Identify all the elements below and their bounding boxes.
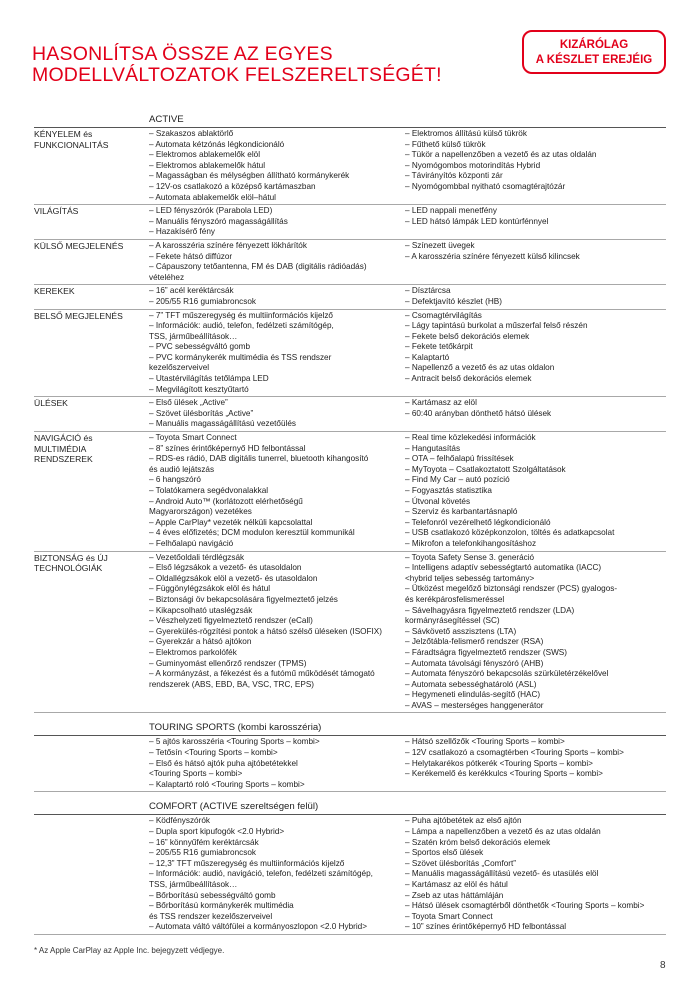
feature-item: – Információk: audió, telefon, fedélzeti számítógép, <box>149 321 334 331</box>
feature-item: – Vészhelyzeti figyelmeztető rendszer (eCall) <box>149 616 313 626</box>
feature-item: – Toyota Smart Connect <box>149 433 237 443</box>
feature-item: – USB csatlakozó középkonzolon, töltés és adatkapcsolat <box>405 528 615 538</box>
feature-item: – PVC kormánykerék multimédia és TSS rendszer <box>149 352 332 362</box>
feature-item: – Hátsó szellőzők <Touring Sports – kombi> <box>405 737 565 747</box>
feature-item: – Sávkövető asszisztens (LTA) <box>405 626 517 636</box>
feature-item: – Automata kétzónás légkondicionáló <box>149 139 285 149</box>
feature-item: – Lámpa a napellenzőben a vezető és az utas oldalán <box>405 827 601 837</box>
feature-item: – Távirányítós központi zár <box>405 171 503 181</box>
feature-item: – Hazakísérő fény <box>149 227 215 237</box>
feature-item: – OTA – felhőalapú frissítések <box>405 454 514 464</box>
feature-item: – Sportos első ülések <box>405 848 484 858</box>
feature-item: – Elektromos ablakemelők hátul <box>149 160 266 170</box>
feature-col-2 <box>405 206 672 238</box>
category-line: VILÁGÍTÁS <box>34 206 79 217</box>
section-header-active: ACTIVE <box>34 113 666 128</box>
feature-item: – Fogyasztás statisztika <box>405 486 492 495</box>
feature-item: – Zseb az utas háttámláján <box>405 890 504 900</box>
feature-item: – Jelzőtábla-felismerő rendszer (RSA) <box>405 637 544 647</box>
feature-item: – Bőrborítású kormánykerék multimédia <box>149 901 294 911</box>
feature-item: – Dupla sport kipufogók <2.0 Hybrid> <box>149 827 285 837</box>
feature-item: – Sávelhagyásra figyelmeztető rendszer (LDA) <box>405 605 575 615</box>
feature-item: – Fáradtságra figyelmeztető rendszer (SWS) <box>405 647 567 657</box>
page-title <box>32 44 442 86</box>
feature-item: kormányrásegítéssel (SC) <box>405 616 500 626</box>
feature-item: – Lágy tapintású burkolat a műszerfal felső részén <box>405 321 588 331</box>
feature-item: – Kartámasz az elöl <box>405 398 477 408</box>
feature-item: és TSS rendszer kezelőszerveivel <box>149 911 273 921</box>
category-label <box>34 553 149 712</box>
feature-col-1 <box>149 311 405 396</box>
feature-item: – RDS-es rádió, DAB digitális tunerrel, bluetooth kihangosító <box>149 454 369 464</box>
feature-item: – Manuális magasságállítású vezetőülés <box>149 419 297 429</box>
feature-item: – Toyota Smart Connect <box>405 911 493 921</box>
comfort-col-1 <box>149 816 405 933</box>
feature-col-2 <box>405 311 672 396</box>
feature-item: – LED fényszórók (Parabola LED) <box>149 206 273 216</box>
feature-item: – Első és hátsó ajtók puha ajtóbetétekkel <box>149 758 298 768</box>
feature-item: és audió lejátszás <box>149 464 215 474</box>
feature-item: – Biztonsági öv bekapcsolására figyelmeztető jelzés <box>149 594 338 604</box>
category-line: ÜLÉSEK <box>34 398 68 409</box>
category-line: RENDSZEREK <box>34 454 93 465</box>
feature-row <box>34 285 666 309</box>
feature-item: – Nyomógombos motorindítás Hybrid <box>405 160 541 170</box>
feature-item: – 60:40 arányban dönthető hátsó ülések <box>405 408 552 418</box>
equipment-table <box>34 113 666 935</box>
feature-item: – Vezetőoldali térdlégzsák <box>149 552 245 562</box>
page-number: 8 <box>660 960 666 971</box>
feature-col-1 <box>149 433 405 550</box>
feature-item: – Automata sebességhatároló (ASL) <box>405 679 537 689</box>
category-label <box>34 129 149 203</box>
feature-item: TSS, járműbeállítások… <box>149 880 238 889</box>
feature-item: – Csomagtérvilágítás <box>405 310 482 320</box>
feature-item: – 8” színes érintőképernyő HD felbontással <box>149 443 306 453</box>
feature-item: <hybrid teljes sebesség tartomány> <box>405 573 535 583</box>
feature-item: kezelőszerveivel <box>149 363 210 373</box>
feature-item: TSS, járműbeállítások… <box>149 331 238 341</box>
feature-item: – Gyerekzár a hátsó ajtókon <box>149 637 252 647</box>
feature-item: – Ütközést megelőző biztonsági rendszer (PCS) gyalogos- <box>405 584 618 594</box>
feature-item: – Helytakarékos pótkerék <Touring Sports – kombi> <box>405 758 593 768</box>
feature-item: – Utastérvilágítás tetőlámpa LED <box>149 374 269 384</box>
feature-item: Magyarországon) vezetékes <box>149 507 252 517</box>
feature-item: – Útvonal követés <box>405 496 471 506</box>
feature-item: – Szakaszos ablaktörlő <box>149 129 234 138</box>
feature-item: – 12V csatlakozó a csomagtérben <Touring Sports – kombi> <box>405 748 624 758</box>
category-line: BIZTONSÁG és ÚJ <box>34 552 108 563</box>
feature-item: – Intelligens adaptív sebességtartó automatika (IACC) <box>405 563 602 573</box>
feature-item: – Cápauszony tetőantenna, FM és DAB (digitális rádióadás) <box>149 262 367 272</box>
feature-col-2 <box>405 398 672 430</box>
feature-item: – A karosszéria színére fényezett lökhárítók <box>149 240 307 250</box>
touring-col-2 <box>405 737 672 790</box>
feature-item: – LED nappali menetfény <box>405 206 497 216</box>
feature-item: – Első légzsákok a vezető- és utasoldalon <box>149 563 302 573</box>
feature-item: – Kalaptartó roló <Touring Sports – kombi> <box>149 779 305 789</box>
feature-col-2 <box>405 241 672 283</box>
feature-col-1 <box>149 241 405 283</box>
feature-item: – PVC sebességváltó gomb <box>149 342 251 352</box>
badge-line-1: KIZÁRÓLAG <box>559 39 629 51</box>
feature-item: és kerékpárosfelismeréssel <box>405 594 505 604</box>
feature-item: – 6 hangszóró <box>149 475 201 485</box>
feature-item: – Nyomógombbal nyitható csomagtérajtózár <box>405 181 566 191</box>
feature-item: – Hátsó ülések csomagtérből dönthetők <Touring Sports – kombi> <box>405 901 645 911</box>
feature-item: – Színezett üvegek <box>405 240 475 250</box>
feature-col-2 <box>405 433 672 550</box>
feature-row <box>34 240 666 285</box>
section-header-comfort: COMFORT (ACTIVE szereltségen felül) <box>34 800 666 815</box>
feature-item: – Automata váltó váltófülei a kormányoszlopon <2.0 Hybrid> <box>149 922 368 932</box>
feature-item: – Antracit belső dekorációs elemek <box>405 374 532 384</box>
category-line: BELSŐ MEGJELENÉS <box>34 310 123 321</box>
feature-item: – Információk: audió, navigáció, telefon, fedélzeti számítógép, <box>149 869 373 879</box>
feature-row <box>34 310 666 398</box>
feature-item: – Kalaptartó <box>405 352 450 362</box>
feature-item: – Fekete tetőkárpit <box>405 342 473 352</box>
feature-item: – Real time közlekedési információk <box>405 433 536 443</box>
category-label <box>34 241 149 283</box>
feature-item: – Fűthető külső tükrök <box>405 139 486 149</box>
feature-item: – Defektjavító készlet (HB) <box>405 296 502 306</box>
section-header-touring: TOURING SPORTS (kombi karosszéria) <box>34 721 666 736</box>
feature-item: – Elektromos állítású külső tükrök <box>405 129 527 138</box>
badge-line-2: A KÉSZLET EREJÉIG <box>535 54 653 66</box>
feature-item: – 16” acél keréktárcsák <box>149 286 234 296</box>
feature-col-1 <box>149 206 405 238</box>
feature-item: – Napellenző a vezető és az utas oldalon <box>405 363 555 373</box>
feature-item: – 12V-os csatlakozó a középső kartámaszban <box>149 181 316 191</box>
feature-item: <Touring Sports – kombi> <box>149 769 243 779</box>
feature-row <box>34 128 666 205</box>
feature-item: – Kartámasz az elöl és hátul <box>405 880 508 889</box>
feature-item: – Fekete belső dekorációs elemek <box>405 331 530 341</box>
feature-item: – 10” színes érintőképernyő HD felbontással <box>405 922 567 932</box>
feature-item: – Kerékemelő és kerékkulcs <Touring Sports – kombi> <box>405 769 603 779</box>
feature-item: – Automata fényszóró bekapcsolás szürkületérzékelővel <box>405 669 609 679</box>
feature-item: – Hangutasítás <box>405 443 461 453</box>
feature-item: vételéhez <box>149 272 185 282</box>
category-line: TECHNOLÓGIÁK <box>34 563 103 574</box>
feature-item: – Tetősín <Touring Sports – kombi> <box>149 748 278 758</box>
feature-item: – Android Auto™ (korlátozott elérhetőségű <box>149 496 303 506</box>
feature-item: – Apple CarPlay* vezeték nélküli kapcsolattal <box>149 517 313 527</box>
feature-item: – Manuális fényszóró magasságállítás <box>149 216 288 226</box>
feature-item: – LED hátsó lámpák LED kontúrfénnyel <box>405 216 549 226</box>
feature-item: – 7” TFT műszeregység és multiinformációs kijelző <box>149 310 333 320</box>
feature-col-2 <box>405 129 672 203</box>
feature-col-2 <box>405 553 672 712</box>
feature-item: – Gyerekülés-rögzítési pontok a hátsó szélső üléseken (ISOFIX) <box>149 626 382 636</box>
category-label <box>34 286 149 307</box>
category-line: MULTIMÉDIA <box>34 443 87 454</box>
feature-item: – Hegymeneti elindulás-segítő (HAC) <box>405 690 541 700</box>
feature-col-1 <box>149 286 405 307</box>
feature-item: rendszerek (ABS, EBD, BA, VSC, TRC, EPS) <box>149 679 315 689</box>
touring-row <box>34 736 666 792</box>
category-label <box>34 206 149 238</box>
feature-item: – 205/55 R16 gumiabroncsok <box>149 296 256 306</box>
feature-item: – Fekete hátsó diffúzor <box>149 251 233 261</box>
category-line: NAVIGÁCIÓ és <box>34 433 93 444</box>
feature-item: – Szerviz és karbantartásnapló <box>405 507 518 517</box>
feature-item: – Dísztárcsa <box>405 286 451 296</box>
feature-item: – Tükör a napellenzőben a vezető és az utas oldalán <box>405 150 597 160</box>
feature-item: – Felhőalapú navigáció <box>149 538 234 548</box>
category-line: KÜLSŐ MEGJELENÉS <box>34 240 124 251</box>
feature-item: – Szatén króm belső dekorációs elemek <box>405 837 551 847</box>
feature-item: – A kormányzást, a fékezést és a futómű működését támogató <box>149 669 375 679</box>
feature-col-2 <box>405 286 672 307</box>
category-label <box>34 311 149 396</box>
feature-item: – Tolatókamera segédvonalakkal <box>149 486 269 495</box>
stock-limit-badge <box>522 30 666 74</box>
title-line-2: MODELLVÁLTOZATOK FELSZERELTSÉGÉT! <box>32 64 442 86</box>
footnote: * Az Apple CarPlay az Apple Inc. bejegyzett védjegye. <box>34 946 225 955</box>
category-line: KEREKEK <box>34 286 75 297</box>
feature-item: – Toyota Safety Sense 3. generáció <box>405 552 535 562</box>
feature-item: – Automata ablakemelők elöl–hátul <box>149 192 276 202</box>
feature-item: – Függönylégzsákok elöl és hátul <box>149 584 271 594</box>
active-rows <box>34 128 666 713</box>
feature-item: – Find My Car – autó pozíció <box>405 475 510 485</box>
category-line: KÉNYELEM és <box>34 129 93 139</box>
feature-col-1 <box>149 398 405 430</box>
feature-item: – AVAS – mesterséges hanggenerátor <box>405 700 544 710</box>
category-label <box>34 398 149 430</box>
title-line-1: HASONLÍTSA ÖSSZE AZ EGYES <box>32 43 333 65</box>
feature-item: – Manuális magasságállítású vezető- és utasülés elöl <box>405 869 599 879</box>
comfort-col-2 <box>405 816 672 933</box>
feature-item: – Telefonról vezérelhető légkondicionáló <box>405 517 551 527</box>
feature-item: – Oldallégzsákok elöl a vezető- és utasoldalon <box>149 573 318 583</box>
feature-item: – Szövet ülésborítás „Comfort” <box>405 858 517 868</box>
feature-item: – Megvilágított kesztyűtartó <box>149 384 249 394</box>
feature-item: – Guminyomást ellenőrző rendszer (TPMS) <box>149 658 307 668</box>
feature-row <box>34 205 666 240</box>
feature-item: – 4 éves előfizetés; DCM modulon keresztül kommunikál <box>149 528 355 538</box>
feature-item: – A karosszéria színére fényezett külső kilincsek <box>405 251 580 261</box>
feature-col-1 <box>149 129 405 203</box>
feature-item: – Kikapcsolható utaslégzsák <box>149 605 253 615</box>
feature-row <box>34 552 666 714</box>
feature-row <box>34 397 666 432</box>
feature-item: – 12,3” TFT műszeregység és multiinformációs kijelző <box>149 858 345 868</box>
feature-item: – Automata távolsági fényszóró (AHB) <box>405 658 544 668</box>
feature-item: – 16” könnyűfém keréktárcsák <box>149 837 259 847</box>
feature-item: – Elektromos parkolófék <box>149 647 237 657</box>
feature-item: – Első ülések „Active” <box>149 398 228 408</box>
comfort-row <box>34 815 666 935</box>
feature-item: – Szövet ülésborítás „Active” <box>149 408 254 418</box>
category-line: FUNKCIONALITÁS <box>34 139 109 150</box>
feature-row <box>34 432 666 552</box>
feature-col-1 <box>149 553 405 712</box>
feature-item: – Bőrborítású sebességváltó gomb <box>149 890 276 900</box>
feature-item: – 5 ajtós karosszéria <Touring Sports – kombi> <box>149 737 320 747</box>
category-label <box>34 433 149 550</box>
touring-col-1 <box>149 737 405 790</box>
feature-item: – Puha ajtóbetétek az első ajtón <box>405 816 522 826</box>
feature-item: – MyToyota – Csatlakoztatott Szolgáltatások <box>405 464 566 474</box>
feature-item: – Mikrofon a telefonkihangosításhoz <box>405 538 537 548</box>
feature-item: – 205/55 R16 gumiabroncsok <box>149 848 256 858</box>
feature-item: – Ködfényszórók <box>149 816 210 826</box>
feature-item: – Magasságban és mélységben állítható kormánykerék <box>149 171 350 181</box>
feature-item: – Elektromos ablakemelők elöl <box>149 150 261 160</box>
